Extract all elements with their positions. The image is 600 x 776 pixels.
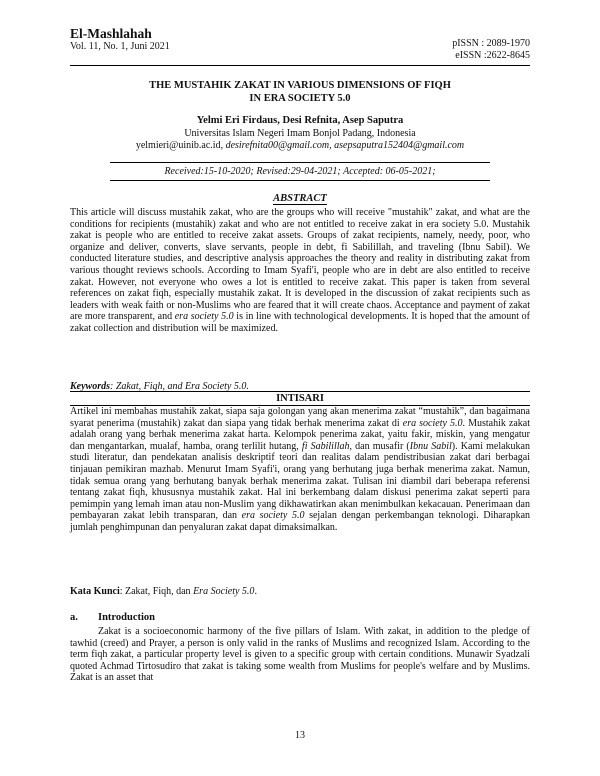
section-number: a. [70, 612, 78, 623]
kata-kunci-label: Kata Kunci [70, 586, 120, 597]
keywords-value: : Zakat, Fiqh, and Era Society 5.0. [110, 381, 249, 392]
intisari-keywords: Kata Kunci: Zakat, Fiqh, dan Era Society 5.0. [70, 586, 257, 597]
section-title: Introduction [98, 612, 155, 623]
intisari-heading: INTISARI [276, 393, 324, 404]
title-line-2: IN ERA SOCIETY 5.0 [249, 92, 351, 104]
introduction-text: Zakat is a socioeconomic harmony of the five pillars of Islam. With zakat, in addition to the pledge of tawhid (creed) and Prayer, a person is only valid in the ranks of Muslims and recognized Islam. According to the term fiqh zakat, a particular property level is given to a specific group with certain conditions. Munawir Syadzali quoted Achmad Tirtosudiro that zakat is taking some wealth from Muslims for people's welfare and by Muslims. Zakat is an asset that [70, 626, 530, 684]
author-emails [70, 140, 530, 152]
issn-block [452, 38, 530, 62]
abstract-text: This article will discuss mustahik zakat, who are the groups who will receive "mustahik" zakat, and what are the conditions for recipients (mustahik) zakat and who are not entitled to receive zakat in era society 5.0. Mustahik zakat is people who are entitled to receive zakat assets. Groups of zakat recipients, namely, needy, poor, who organize and deliver, converts, slave servants, people in debt, fi Sabilillah, and traveling (Ibnu Sabil). We conducted literature studies, and descriptive analysis approaches the theory and reality in distributing zakat from various thought reviews schools. According to Imam Syafi'i, people who are in debt are also entitled to receive zakat. However, not everyone who owes a lot is entitled to receive zakat. This paper is taken from several references on zakat fiqh, especially mustahik zakat. It is developed in the discussion of zakat recipients such as leaders with weak faith or non-Muslims who are feared that it will create chaos. Acceptance and payment of zakat are more transparent, and era society 5.0 is in line with technological developments. It is hoped that the amount of zakat collection and distribution will be maximized. [70, 207, 531, 334]
intisari-text: Artikel ini membahas mustahik zakat, siapa saja golongan yang akan menerima zakat “mustahik”, dan bagaimana syarat penerima (mustahik) zakat dan siapa yang tidak berhak menerima zakat di era society 5.0. Mustahik zakat adalah orang yang berhak menerima zakat harta. Kelompok penerima zakat, yaitu fakir, miskin, yang mengatur dan mengantarkan, mualaf, hamba, orang terlilit hutang, fi Sabilillah, dan musafir (Ibnu Sabil). Kami melakukan studi literatur, dan pendekatan analisis deskriptif teori dan realitas dalam pendistribusian zakat dari berbagai tinjauan pemikiran mazhab. Menurut Imam Syafi'i, orang yang berhutang juga berhak menerima zakat. Namun, tidak semua orang yang berhutang banyak berhak menerima zakat. Tulisan ini diambil dari beberapa referensi tentang zakat fiqh, khususnya mustahik zakat. Hal ini berkembang dalam diskusi penerima zakat seperti para pemimpin yang lemah iman atau non-Muslim yang dikhawatirkan akan menimbulkan kekacauan. Penerimaan dan pembayaran zakat lebih transparan, dan era society 5.0 sejalan dengan perkembangan teknologi. Diharapkan jumlah penghimpunan dan penyaluran zakat dapat dimaksimalkan. [70, 406, 531, 533]
introduction-heading [70, 612, 155, 624]
title-line-1: THE MUSTAHIK ZAKAT IN VARIOUS DIMENSIONS OF FIQH [149, 80, 451, 91]
page-number: 13 [295, 730, 305, 741]
author-affiliation: Universitas Islam Negeri Imam Bonjol Padang, Indonesia [184, 128, 416, 139]
intisari-top-rule [70, 391, 530, 392]
author-names: Yelmi Eri Firdaus, Desi Refnita, Asep Saputra [196, 115, 404, 126]
journal-header [70, 26, 530, 61]
pissn: pISSN : 2089-1970 [452, 38, 530, 49]
abstract-heading: ABSTRACT [273, 193, 327, 204]
article-title [70, 80, 530, 105]
email-rest: desirefnita00@gmail.com, asepsaputra152404@gmail.com [225, 140, 465, 151]
journal-name: El-Mashlahah [70, 26, 152, 41]
email-first: yelmieri@uinib.ac.id, [135, 140, 226, 151]
eissn: eISSN :2622-8645 [455, 50, 530, 61]
keywords-label: Keywords [70, 381, 110, 392]
submission-dates: Received:15-10-2020; Revised:29-04-2021; Accepted: 06-05-2021; [110, 162, 490, 181]
journal-volume: Vol. 11, No. 1, Juni 2021 [70, 41, 170, 52]
header-rule [70, 65, 530, 66]
